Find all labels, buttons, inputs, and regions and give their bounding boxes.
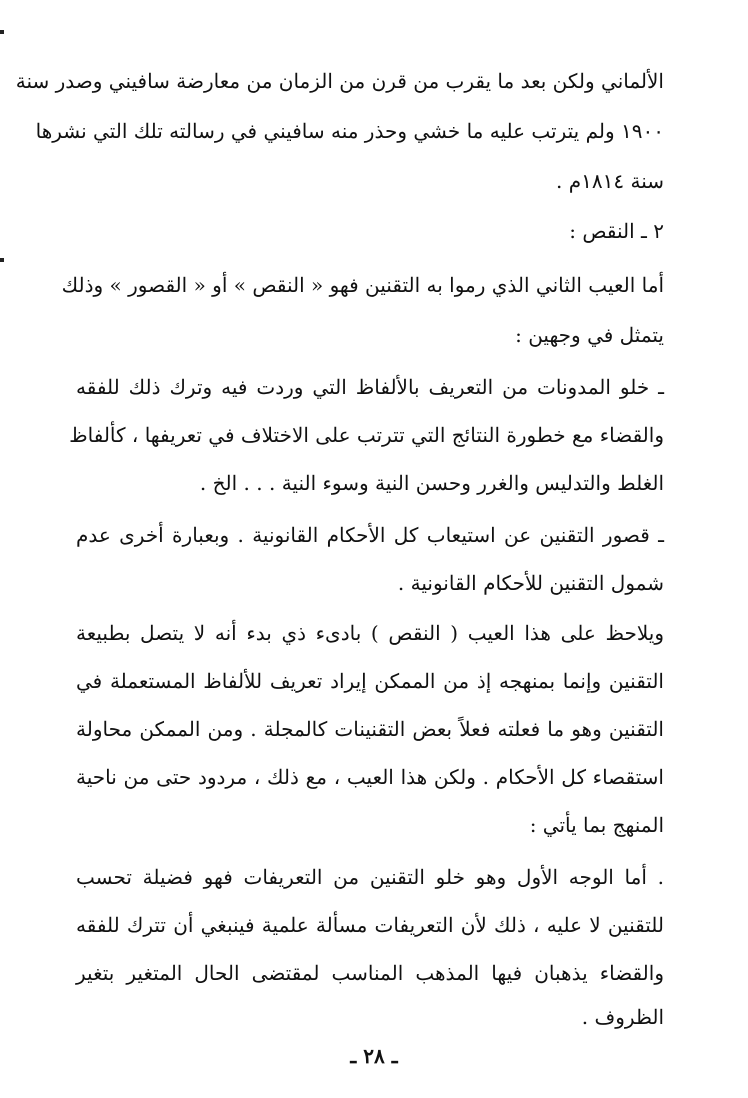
scan-edge-mark	[0, 258, 4, 262]
text-line: والقضاء يذهبان فيها المذهب المناسب لمقتضى الحال المتغير بتغير	[76, 961, 664, 985]
text-line: . أما الوجه الأول وهو خلو التقنين من التعريفات فهو فضيلة تحسب	[76, 865, 664, 889]
text-line: ـ خلو المدونات من التعريف بالألفاظ التي وردت فيه وترك ذلك للفقه	[76, 375, 664, 399]
text-line: الألماني ولكن بعد ما يقرب من قرن من الزمان من معارضة سافيني وصدر سنة	[15, 69, 664, 93]
page-number: ـ ٢٨ ـ	[350, 1044, 398, 1068]
text-line: سنة ١٨١٤م .	[556, 169, 664, 193]
text-line: الظروف .	[581, 1005, 664, 1029]
text-line: للتقنين لا عليه ، ذلك لأن التعريفات مسألة علمية فينبغي أن تترك للفقه	[76, 913, 664, 937]
scan-edge-mark	[0, 30, 4, 34]
text-line: ـ قصور التقنين عن استيعاب كل الأحكام القانونية . وبعبارة أخرى عدم	[76, 523, 664, 547]
text-line: أما العيب الثاني الذي رموا به التقنين فهو « النقص » أو « القصور » وذلك	[61, 273, 664, 297]
section-heading: ٢ ـ النقص :	[569, 219, 664, 243]
text-line: المنهج بما يأتي :	[529, 813, 664, 837]
text-line: شمول التقنين للأحكام القانونية .	[397, 571, 664, 595]
text-line: التقنين وإنما بمنهجه إذ من الممكن إيراد تعريف للألفاظ المستعملة في	[76, 669, 664, 693]
text-line: ويلاحظ على هذا العيب ( النقص ) بادىء ذي بدء أنه لا يتصل بطبيعة	[76, 621, 664, 645]
text-line: استقصاء كل الأحكام . ولكن هذا العيب ، مع ذلك ، مردود حتى من ناحية	[76, 765, 664, 789]
text-line: التقنين وهو ما فعلته فعلاً بعض التقنينات كالمجلة . ومن الممكن محاولة	[76, 717, 664, 741]
text-line: ١٩٠٠ ولم يترتب عليه ما خشي وحذر منه سافيني في رسالته تلك التي نشرها	[35, 119, 664, 143]
text-line: والقضاء مع خطورة النتائج التي تترتب على الاختلاف في تعريفها ، كألفاظ	[69, 423, 664, 447]
text-line: يتمثل في وجهين :	[515, 323, 664, 347]
text-line: الغلط والتدليس والغرر وحسن النية وسوء النية . . . الخ .	[199, 471, 664, 495]
